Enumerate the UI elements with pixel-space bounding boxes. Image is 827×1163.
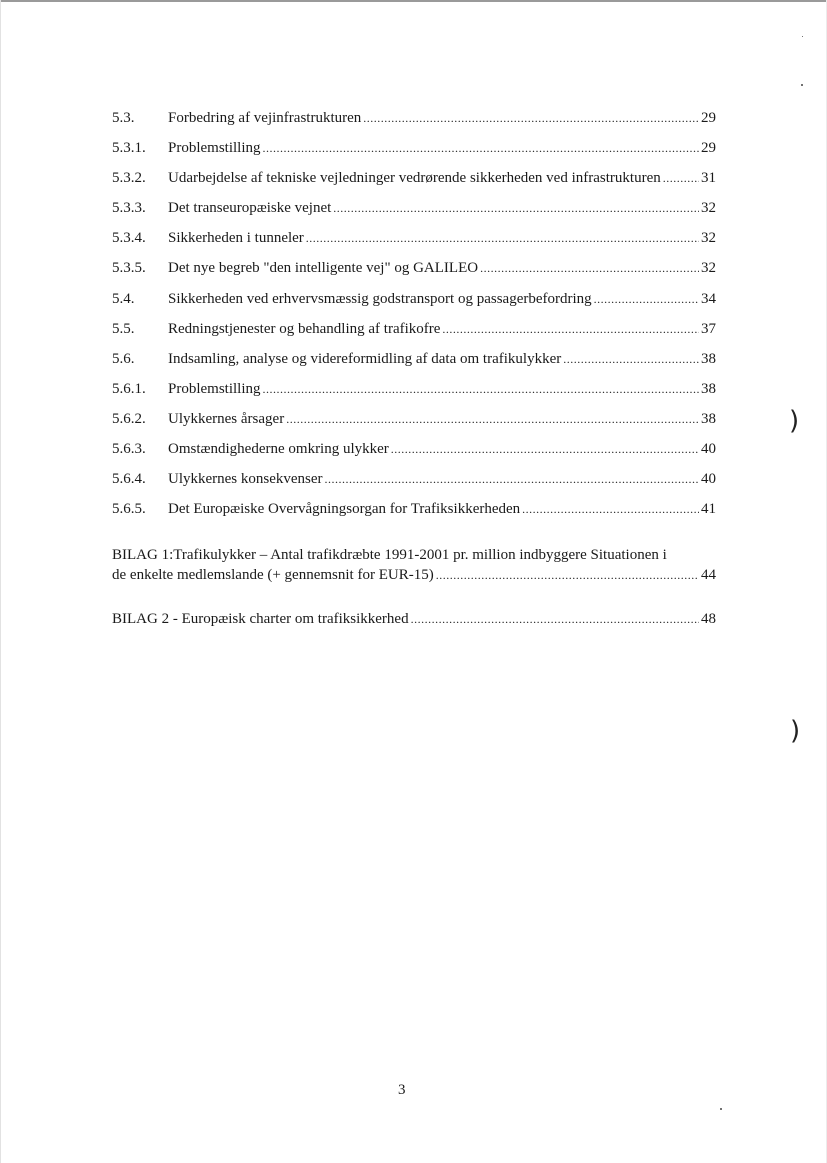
scan-speck [801, 84, 803, 86]
toc-number: 5.3.2. [112, 170, 146, 186]
punch-hole-mark-icon: ) [789, 406, 800, 436]
toc-entry[interactable] [112, 137, 716, 159]
dot-leader [391, 438, 699, 460]
dot-leader [325, 468, 699, 490]
scan-left-edge [0, 0, 1, 1163]
toc-page: 40 [701, 471, 716, 487]
toc-entry[interactable] [112, 438, 716, 460]
toc-title: Problemstilling [168, 140, 261, 156]
dot-leader [442, 318, 699, 340]
dot-leader [563, 348, 699, 370]
toc-page: 32 [701, 260, 716, 276]
toc-entry[interactable] [112, 257, 716, 279]
toc-page: 38 [701, 381, 716, 397]
bilag-2-page: 48 [701, 611, 716, 627]
page-number: 3 [398, 1082, 406, 1098]
toc-title: Det transeuropæiske vejnet [168, 200, 332, 216]
toc-entry[interactable] [112, 107, 716, 129]
punch-hole-mark-icon: ) [790, 716, 801, 746]
toc-number: 5.6.3. [112, 441, 146, 457]
toc-number: 5.6. [112, 351, 135, 367]
toc-title: Ulykkernes konsekvenser [168, 471, 323, 487]
toc-number: 5.3. [112, 110, 135, 126]
toc-title: Problemstilling [168, 381, 261, 397]
toc-title: Sikkerheden ved erhvervsmæssig godstransport og passagerbefordring [168, 291, 592, 307]
toc-entry[interactable] [112, 408, 716, 430]
bilag-1-title-line2: de enkelte medlemslande (+ gennemsnit for EUR-15) [112, 567, 434, 583]
toc-page: 34 [701, 291, 716, 307]
toc-number: 5.6.1. [112, 381, 146, 397]
toc-number: 5.3.5. [112, 260, 146, 276]
toc-number: 5.5. [112, 321, 135, 337]
dot-leader [522, 498, 699, 520]
toc-title: Redningstjenester og behandling af trafikofre [168, 321, 441, 337]
toc-title: Indsamling, analyse og videreformidling af data om trafikulykker [168, 351, 562, 367]
toc-title: Det nye begreb "den intelligente vej" og GALILEO [168, 260, 479, 276]
toc-entry[interactable] [112, 318, 716, 340]
toc-title: Sikkerheden i tunneler [168, 230, 304, 246]
dot-leader [306, 227, 699, 249]
bilag-1-page: 44 [701, 567, 716, 583]
toc-title: Udarbejdelse af tekniske vejledninger vedrørende sikkerheden ved infrastrukturen [168, 170, 661, 186]
toc-number: 5.6.2. [112, 411, 146, 427]
scan-speck [720, 1108, 722, 1110]
bilag-2-entry[interactable] [112, 609, 716, 629]
toc-entry[interactable] [112, 197, 716, 219]
toc-number: 5.6.4. [112, 471, 146, 487]
toc-page: 38 [701, 351, 716, 367]
toc-entry[interactable] [112, 348, 716, 370]
toc-entry[interactable] [112, 167, 716, 189]
toc-page: 40 [701, 441, 716, 457]
dot-leader [363, 107, 699, 129]
toc-page: 38 [701, 411, 716, 427]
toc-page: 32 [701, 200, 716, 216]
dot-leader [663, 167, 699, 189]
toc-title: Ulykkernes årsager [168, 411, 285, 427]
dot-leader [436, 565, 699, 585]
scan-speck [802, 36, 803, 37]
toc-entry[interactable] [112, 227, 716, 249]
dot-leader [333, 197, 699, 219]
toc-page: 32 [701, 230, 716, 246]
toc-number: 5.3.1. [112, 140, 146, 156]
bilag-1-entry[interactable] [112, 545, 716, 585]
toc-entry[interactable] [112, 498, 716, 520]
toc-title: Omstændighederne omkring ulykker [168, 441, 389, 457]
scan-top-edge [0, 0, 827, 2]
toc-page: 37 [701, 321, 716, 337]
dot-leader [263, 137, 699, 159]
bilag-2-title: BILAG 2 - Europæisk charter om trafiksikkerhed [112, 611, 409, 627]
bilag-1-title-line1: BILAG 1:Trafikulykker – Antal trafikdræbte 1991-2001 pr. million indbyggere Situationen i [112, 547, 667, 563]
toc-title: Forbedring af vejinfrastrukturen [168, 110, 362, 126]
toc-entry[interactable] [112, 288, 716, 310]
toc-number: 5.3.3. [112, 200, 146, 216]
toc-page: 31 [701, 170, 716, 186]
dot-leader [263, 378, 699, 400]
toc-number: 5.6.5. [112, 501, 146, 517]
toc-title: Det Europæiske Overvågningsorgan for Trafiksikkerheden [168, 501, 521, 517]
toc-page: 29 [701, 140, 716, 156]
dot-leader [594, 288, 699, 310]
dot-leader [411, 609, 699, 629]
toc-page: 29 [701, 110, 716, 126]
toc-page: 41 [701, 501, 716, 517]
toc-number: 5.4. [112, 291, 135, 307]
dot-leader [480, 257, 699, 279]
toc-entry[interactable] [112, 378, 716, 400]
toc-number: 5.3.4. [112, 230, 146, 246]
dot-leader [286, 408, 699, 430]
toc-entry[interactable] [112, 468, 716, 490]
